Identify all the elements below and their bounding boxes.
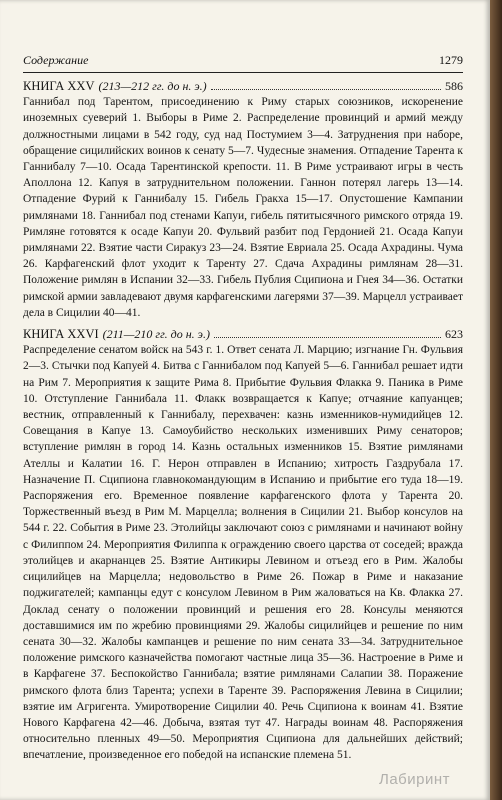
book-years: (213—212 гг. до н. э.) (98, 79, 207, 93)
book-page-number: 586 (445, 79, 463, 93)
book-title: КНИГА XXV (23, 79, 95, 93)
book-spine-edge (490, 0, 502, 800)
running-header (23, 52, 463, 73)
book-page-number: 623 (445, 327, 463, 342)
dot-leader (211, 89, 441, 90)
page-number: 1279 (439, 53, 463, 67)
dot-leader (214, 337, 441, 338)
book-years: (211—210 гг. до н. э.) (102, 327, 210, 342)
toc-entry-book-xxv (23, 78, 463, 321)
book-summary: Распределение сенатом войск на 543 г. 1. Ответ сената Л. Марцию; изгнание Гн. Фульвия 2—3. Стычки под Капуей 4. Битва с Ганнибалом под Капуей 5—6. Ганнибал решает идти на Рим 7. Мероприятия к защите Рима 8. Прибытие Фульвия Флакка 9. Паника в Риме 10. Отступление Ганнибала 11. Флакк возвращается к Капуе; отчаяние капуанцев; вестник, отправленный к Ганнибалу, перехвачен: казнь изменников-нумидийцев 12. Совещания в Капуе 13. Самоубийство нескольких изменивших Риму сенаторов; вступление римлян в город 14. Казнь остальных изменников 15. Взятие римлянами Ателлы и Калатии 16. Г. Нерон отправлен в Испанию; хитрость Газдрубала 17. Назначение П. Сципиона главнокомандующим в Испанию и прибытие его туда 18—19. Распоряжения его. Временное появление карфагенского флота у Тарента 20. Торжественный въезд в Рим М. Марцелла; волнения в Сицилии 21. Выбор консулов на 544 г. 22. События в Риме 23. Этолийцы заключают союз с римлянами и начинают войну с Филиппом 24. Мероприятия Филиппа к ограждению своего царства от соседей; вражда этолийцев и акарнанцев 25. Взятие Антикиры Левином и отъезд его в Рим. Жалобы сицилийцев на Марцелла; недовольство в Риме 26. Пожар в Риме и наказание поджигателей; кампанцы едут с консулом Левином в Рим жаловаться на Кв. Флакка 27. Доклад сенату о положении провинций и решения его 28. Консулы меняются доставшимися им по жребию провинциями 29. Жалобы сицилийцев и решение по ним сената 30—32. Жалобы кампанцев и решение по ним сената 33—34. Затруднительное положение римского казначейства помогают частные лица 35—36. Настроение в Риме и в Карфагене 37. Беспокойство Ганнибала; взятие римлянами Салапии 38. Поражение римского флота близ Тарента; успехи в Таренте 39. Распоряжения Левина в Сицилии; взятие им Агригента. Умиротворение Сицилии 40. Речь Сципиона к воинам 41. Взятие Нового Карфагена 42—46. Добыча, взятая тут 47. Награды воинам 48. Распоряжения относительно пленных 49—50. Мероприятия Сципиона для дальнейших действий; впечатление, произведенное его победой на испанские племена 51. (23, 344, 463, 762)
toc-entry-heading (23, 78, 463, 94)
book-title: КНИГА XXVI (23, 327, 99, 342)
toc-entry-book-xxvi (23, 326, 463, 763)
book-summary: Ганнибал под Тарентом, присоединению к Риму старых союзников, искоренение иноземных суеверий 1. Выборы в Риме 2. Распределение провинций и армий между должностными лицами в 542 году, суд над Постумием 3—4. Затруднения при наборе, обращение сицилийских воинов к сенату 5—7. Чудесные знамения. Отпадение Тарента к Ганнибалу 7—10. Осада Тарентинской крепости. 11. В Риме устраивают игры в честь Аполлона 12. Капуя в затруднительном положении. Ганнон потерял лагерь 13—14. Отпадение Фурий к Ганнибалу 15. Гибель Гракха 15—17. Опустошение Кампании римлянами 18. Ганнибал под стенами Капуи, гибель пятитысячного римского отряда 19. Римляне готовятся к осаде Капуи 20. Фульвий разбит под Гердонией 21. Осада Капуи римлянами 22. Взятие части Сиракуз 23—24. Взятие Евриала 25. Осада Ахрадины. Чума 26. Карфагенский флот уходит к Таренту 27. Сдача Ахрадины римлянам 28—31. Положение римлян в Испании 32—33. Гибель Публия Сципиона и Гнея 34—36. Остатки римской армии завладевают двумя карфагенскими лагерями 37—39. Марцелл устраивает дела в Сицилии 40—41. (23, 96, 463, 319)
section-title: Содержание (23, 53, 89, 67)
watermark-logo: Лабиринт (378, 771, 450, 788)
toc-entry-heading (23, 326, 463, 342)
table-of-contents (23, 78, 463, 769)
